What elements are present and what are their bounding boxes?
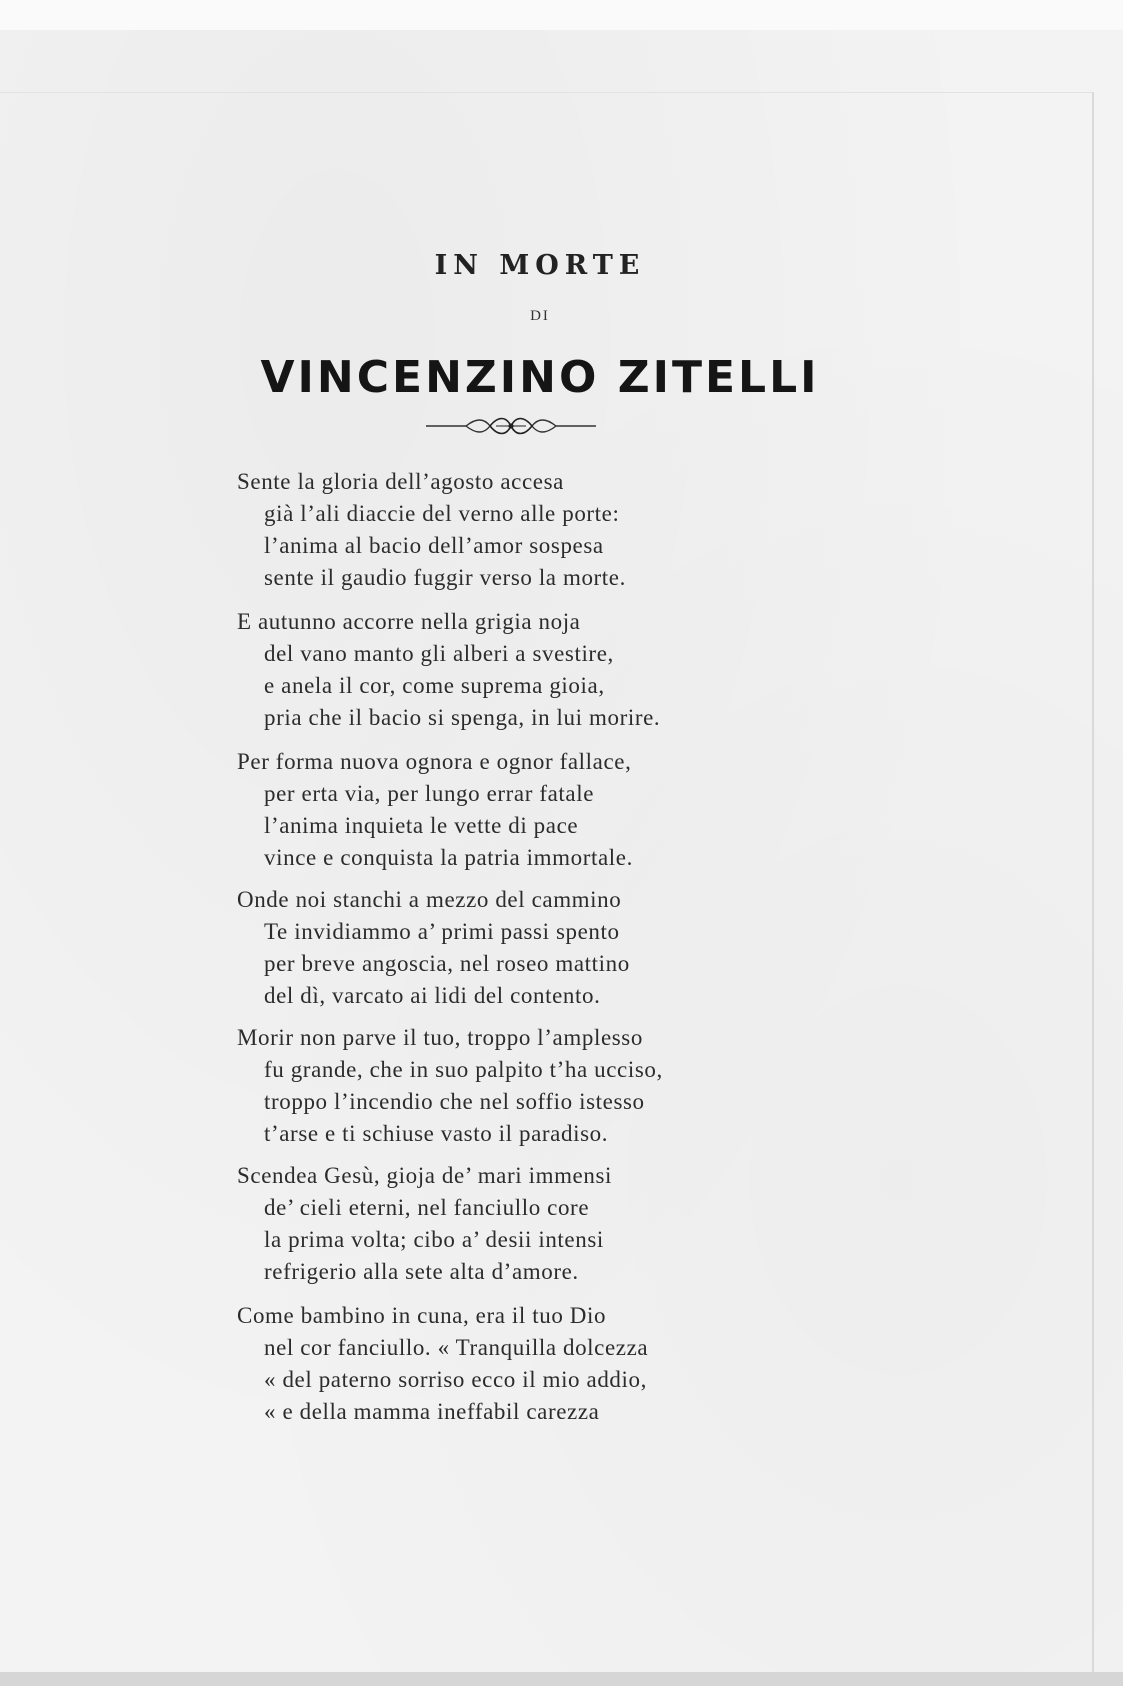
verse-line: sente il gaudio fuggir verso la morte.: [264, 565, 626, 590]
verse-line: Te invidiammo a’ primi passi spento: [264, 919, 620, 944]
verse-line: e anela il cor, come suprema gioia,: [264, 673, 605, 698]
poem-body: [237, 466, 857, 1440]
verse-line: l’anima al bacio dell’amor sospesa: [264, 533, 604, 558]
verse-line: Sente la gloria dell’agosto accesa: [237, 469, 564, 494]
verse-line: Morir non parve il tuo, troppo l’amplesso: [237, 1025, 643, 1050]
verse-line: Per forma nuova ognora e ognor fallace,: [237, 749, 632, 774]
scanner-top-margin: [0, 0, 1123, 30]
verse-line: refrigerio alla sete alta d’amore.: [264, 1259, 579, 1284]
verse-line: t’arse e ti schiuse vasto il paradiso.: [264, 1121, 609, 1146]
verse-line: Scendea Gesù, gioja de’ mari immensi: [237, 1163, 613, 1188]
verse-line: del vano manto gli alberi a svestire,: [264, 641, 614, 666]
stanza: [237, 466, 857, 606]
verse-line: « del paterno sorriso ecco il mio addio,: [264, 1367, 647, 1392]
scanner-bottom-margin: [0, 1672, 1123, 1686]
verse-line: l’anima inquieta le vette di pace: [264, 813, 579, 838]
verse-line: la prima volta; cibo a’ desii intensi: [264, 1227, 604, 1252]
flourish-ornament-icon: [426, 414, 596, 438]
stanza: [237, 1300, 857, 1440]
verse-line: del dì, varcato ai lidi del contento.: [264, 983, 601, 1008]
verse-line: Onde noi stanchi a mezzo del cammino: [237, 887, 622, 912]
title-di: DI: [530, 308, 550, 324]
verse-line: fu grande, che in suo palpito t’ha ucciso,: [264, 1057, 663, 1082]
stanza: [237, 606, 857, 746]
verse-line: Come bambino in cuna, era il tuo Dio: [237, 1303, 607, 1328]
title-name: VINCENZINO ZITELLI: [260, 352, 820, 403]
stanza: [237, 884, 857, 1022]
verse-line: per erta via, per lungo errar fatale: [264, 781, 594, 806]
stanza: [237, 1160, 857, 1300]
verse-line: de’ cieli eterni, nel fanciullo core: [264, 1195, 590, 1220]
title-in-morte: IN MORTE: [434, 250, 646, 281]
verse-line: « e della mamma ineffabil carezza: [264, 1399, 600, 1424]
verse-line: vince e conquista la patria immortale.: [264, 845, 633, 870]
verse-line: nel cor fanciullo. « Tranquilla dolcezza: [264, 1335, 649, 1360]
verse-line: troppo l’incendio che nel soffio istesso: [264, 1089, 645, 1114]
verse-line: già l’ali diaccie del verno alle porte:: [264, 501, 620, 526]
stanza: [237, 1022, 857, 1160]
verse-line: per breve angoscia, nel roseo mattino: [264, 951, 630, 976]
stanza: [237, 746, 857, 884]
verse-line: pria che il bacio si spenga, in lui morire.: [264, 705, 661, 730]
verse-line: E autunno accorre nella grigia noja: [237, 609, 581, 634]
